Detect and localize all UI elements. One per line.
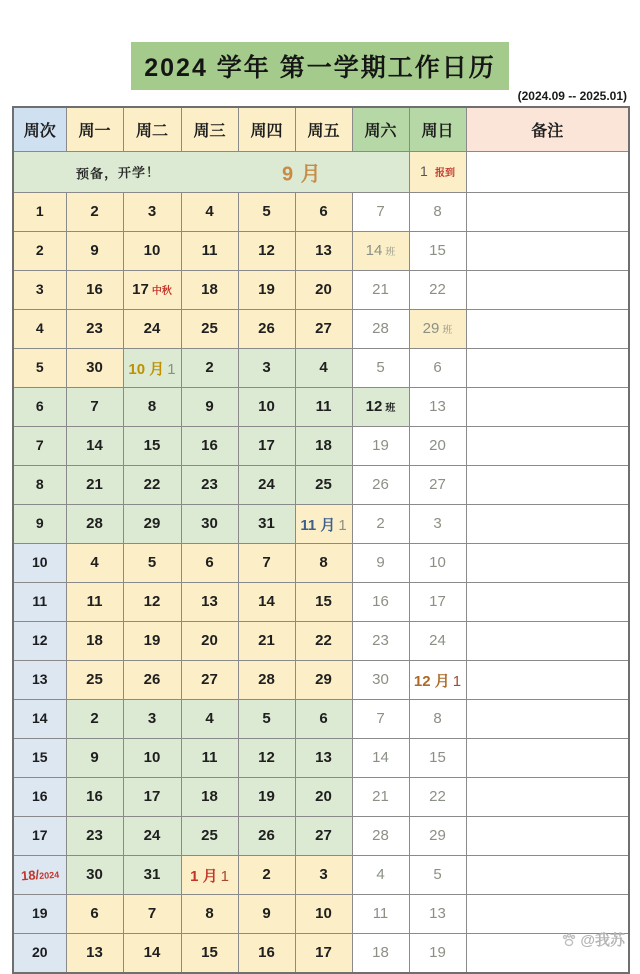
day-cell: 17 (409, 583, 466, 622)
day-cell: 17 (295, 934, 352, 974)
notes-cell (466, 739, 629, 778)
week-row (13, 817, 629, 856)
day-cell: 20 (295, 778, 352, 817)
notes-cell (466, 349, 629, 388)
day-cell: 23 (352, 622, 409, 661)
calendar-body (13, 152, 629, 974)
day-cell: 19 (238, 778, 295, 817)
day-cell: 31 (238, 505, 295, 544)
day-cell: 19 (409, 934, 466, 974)
day-cell: 28 (352, 310, 409, 349)
day-cell: 30 (352, 661, 409, 700)
day-cell: 27 (295, 817, 352, 856)
day-cell: 6 (295, 193, 352, 232)
watermark-text: @我苏 (580, 932, 625, 949)
day-cell: 18 (352, 934, 409, 974)
day-cell: 8 (409, 700, 466, 739)
day-cell: 15 (409, 739, 466, 778)
week-number-cell: 6 (13, 388, 66, 427)
day-cell: 28 (352, 817, 409, 856)
notes-cell (466, 310, 629, 349)
day-cell: 21 (66, 466, 123, 505)
day-cell: 29 (123, 505, 181, 544)
day-cell: 26 (238, 817, 295, 856)
day-cell: 6 (409, 349, 466, 388)
day-cell: 8 (123, 388, 181, 427)
header-thursday: 周四 (238, 107, 295, 152)
week-number-cell: 13 (13, 661, 66, 700)
day-cell: 13 (66, 934, 123, 974)
notes-cell (466, 622, 629, 661)
day-cell: 14 (123, 934, 181, 974)
week-number-cell: 10 (13, 544, 66, 583)
day-cell: 13 (409, 895, 466, 934)
day-cell: 26 (352, 466, 409, 505)
day-cell: 15 (181, 934, 238, 974)
day-cell: 12 班 (352, 388, 409, 427)
week-row (13, 427, 629, 466)
day-cell: 11 (352, 895, 409, 934)
day-cell: 5 (238, 700, 295, 739)
day-cell: 18 (66, 622, 123, 661)
day-cell: 3 (295, 856, 352, 895)
day-cell: 19 (352, 427, 409, 466)
day-cell: 25 (181, 817, 238, 856)
week-number-cell: 15 (13, 739, 66, 778)
september-start-row (13, 152, 629, 193)
week-number-cell: 20 (13, 934, 66, 974)
day-cell: 5 (238, 193, 295, 232)
day-cell: 22 (295, 622, 352, 661)
notes-cell (466, 193, 629, 232)
day-cell: 18 (295, 427, 352, 466)
day-cell: 26 (123, 661, 181, 700)
notes-cell (466, 661, 629, 700)
week-row (13, 739, 629, 778)
day-cell: 3 (123, 700, 181, 739)
week-number-cell: 12 (13, 622, 66, 661)
day-cell: 17 中秋 (123, 271, 181, 310)
september-1-report-cell: 1 报到 (409, 152, 466, 193)
day-cell: 16 (238, 934, 295, 974)
header-week-number: 周次 (13, 107, 66, 152)
day-cell: 16 (352, 583, 409, 622)
week-row (13, 700, 629, 739)
day-cell: 28 (238, 661, 295, 700)
day-cell: 6 (295, 700, 352, 739)
day-cell: 24 (123, 817, 181, 856)
day-cell: 16 (66, 778, 123, 817)
day-cell: 25 (66, 661, 123, 700)
week-number-cell: 7 (13, 427, 66, 466)
day-cell: 10 (238, 388, 295, 427)
day-cell: 9 (66, 739, 123, 778)
day-cell: 6 (181, 544, 238, 583)
day-cell: 7 (66, 388, 123, 427)
day-cell: 19 (123, 622, 181, 661)
day-cell: 20 (295, 271, 352, 310)
notes-cell (466, 700, 629, 739)
day-cell: 27 (295, 310, 352, 349)
notes-cell (466, 895, 629, 934)
notes-cell (466, 466, 629, 505)
day-cell: 8 (409, 193, 466, 232)
day-cell: 20 (181, 622, 238, 661)
day-cell: 4 (181, 193, 238, 232)
day-cell: 14 (66, 427, 123, 466)
day-cell: 10 月 1 (123, 349, 181, 388)
day-cell: 10 (123, 232, 181, 271)
day-cell: 14 (238, 583, 295, 622)
day-cell: 4 (352, 856, 409, 895)
day-cell: 12 (123, 583, 181, 622)
day-cell: 12 (238, 232, 295, 271)
week-number-cell: 3 (13, 271, 66, 310)
week-row (13, 622, 629, 661)
week-number-cell: 5 (13, 349, 66, 388)
day-cell: 2 (238, 856, 295, 895)
day-cell: 15 (409, 232, 466, 271)
day-cell: 2 (66, 193, 123, 232)
notes-cell (466, 271, 629, 310)
day-cell: 9 (66, 232, 123, 271)
day-cell: 12 (238, 739, 295, 778)
notes-cell (466, 778, 629, 817)
day-cell: 23 (181, 466, 238, 505)
day-cell: 5 (123, 544, 181, 583)
watermark (561, 929, 625, 950)
day-cell: 6 (66, 895, 123, 934)
day-cell: 8 (295, 544, 352, 583)
notes-cell (466, 583, 629, 622)
notes-cell (466, 152, 629, 193)
day-cell: 27 (181, 661, 238, 700)
notes-cell (466, 427, 629, 466)
day-cell: 2 (181, 349, 238, 388)
day-cell: 4 (66, 544, 123, 583)
day-cell: 12 月 1 (409, 661, 466, 700)
day-cell: 7 (352, 700, 409, 739)
day-cell: 14 班 (352, 232, 409, 271)
page-title: 2024 学年 第一学期工作日历 (131, 42, 509, 90)
day-cell: 11 (66, 583, 123, 622)
week-row (13, 271, 629, 310)
week-row (13, 895, 629, 934)
day-cell: 4 (181, 700, 238, 739)
day-cell: 26 (238, 310, 295, 349)
day-cell: 27 (409, 466, 466, 505)
day-cell: 10 (123, 739, 181, 778)
day-cell: 29 班 (409, 310, 466, 349)
date-range: (2024.09 -- 2025.01) (517, 89, 627, 103)
notes-cell (466, 505, 629, 544)
week-row (13, 544, 629, 583)
week-row (13, 778, 629, 817)
day-cell: 10 (295, 895, 352, 934)
week-row (13, 232, 629, 271)
day-cell: 9 (352, 544, 409, 583)
title-bar (0, 42, 640, 90)
paw-icon (561, 932, 577, 948)
header-friday: 周五 (295, 107, 352, 152)
week-number-cell: 1 (13, 193, 66, 232)
day-cell: 23 (66, 310, 123, 349)
day-cell: 5 (352, 349, 409, 388)
day-cell: 19 (238, 271, 295, 310)
day-cell: 16 (66, 271, 123, 310)
day-cell: 11 月 1 (295, 505, 352, 544)
september-month-label: 9 月 (282, 163, 322, 186)
week-number-cell: 19 (13, 895, 66, 934)
week-number-cell: 8 (13, 466, 66, 505)
day-cell: 29 (409, 817, 466, 856)
day-cell: 22 (123, 466, 181, 505)
day-cell: 10 (409, 544, 466, 583)
week-row (13, 583, 629, 622)
september-merged-cell (13, 152, 409, 193)
notes-cell (466, 544, 629, 583)
day-cell: 8 (181, 895, 238, 934)
day-cell: 4 (295, 349, 352, 388)
week-row (13, 310, 629, 349)
handwritten-note: 预备，开学！ (75, 164, 161, 182)
header-sunday: 周日 (409, 107, 466, 152)
day-cell: 2 (66, 700, 123, 739)
day-cell: 11 (295, 388, 352, 427)
day-cell: 7 (238, 544, 295, 583)
day-cell: 13 (295, 232, 352, 271)
header-notes: 备注 (466, 107, 629, 152)
day-cell: 2 (352, 505, 409, 544)
week-number-cell: 4 (13, 310, 66, 349)
notes-cell (466, 232, 629, 271)
week-number-cell: 11 (13, 583, 66, 622)
day-cell: 13 (409, 388, 466, 427)
day-cell: 31 (123, 856, 181, 895)
header-row (13, 107, 629, 152)
day-cell: 13 (181, 583, 238, 622)
week-row (13, 856, 629, 895)
day-cell: 3 (123, 193, 181, 232)
day-cell: 17 (238, 427, 295, 466)
day-cell: 3 (409, 505, 466, 544)
week-number-cell: 2 (13, 232, 66, 271)
week-number-cell: 16 (13, 778, 66, 817)
day-cell: 11 (181, 232, 238, 271)
calendar-table (12, 106, 630, 974)
day-cell: 9 (238, 895, 295, 934)
notes-cell (466, 817, 629, 856)
day-cell: 30 (66, 349, 123, 388)
day-cell: 25 (295, 466, 352, 505)
week-row (13, 505, 629, 544)
day-cell: 24 (123, 310, 181, 349)
day-cell: 23 (66, 817, 123, 856)
week-number-cell: 14 (13, 700, 66, 739)
day-cell: 1 月 1 (181, 856, 238, 895)
week-number-cell: 18/2024 (13, 856, 66, 895)
day-cell: 18 (181, 778, 238, 817)
day-cell: 21 (352, 271, 409, 310)
week-number-cell: 9 (13, 505, 66, 544)
day-cell: 24 (409, 622, 466, 661)
day-cell: 29 (295, 661, 352, 700)
header-saturday: 周六 (352, 107, 409, 152)
day-cell: 11 (181, 739, 238, 778)
day-cell: 21 (352, 778, 409, 817)
day-cell: 30 (181, 505, 238, 544)
day-cell: 15 (123, 427, 181, 466)
week-row (13, 934, 629, 974)
day-cell: 21 (238, 622, 295, 661)
header-tuesday: 周二 (123, 107, 181, 152)
day-cell: 30 (66, 856, 123, 895)
week-row (13, 388, 629, 427)
day-cell: 25 (181, 310, 238, 349)
week-row (13, 661, 629, 700)
day-cell: 5 (409, 856, 466, 895)
week-row (13, 466, 629, 505)
day-cell: 18 (181, 271, 238, 310)
day-cell: 9 (181, 388, 238, 427)
day-cell: 28 (66, 505, 123, 544)
notes-cell (466, 388, 629, 427)
header-monday: 周一 (66, 107, 123, 152)
day-cell: 14 (352, 739, 409, 778)
day-cell: 20 (409, 427, 466, 466)
day-cell: 7 (352, 193, 409, 232)
day-cell: 7 (123, 895, 181, 934)
day-cell: 22 (409, 778, 466, 817)
day-cell: 13 (295, 739, 352, 778)
notes-cell (466, 856, 629, 895)
day-cell: 16 (181, 427, 238, 466)
day-cell: 3 (238, 349, 295, 388)
day-cell: 24 (238, 466, 295, 505)
week-row (13, 349, 629, 388)
week-row (13, 193, 629, 232)
day-cell: 17 (123, 778, 181, 817)
day-cell: 15 (295, 583, 352, 622)
header-wednesday: 周三 (181, 107, 238, 152)
week-number-cell: 17 (13, 817, 66, 856)
day-cell: 22 (409, 271, 466, 310)
